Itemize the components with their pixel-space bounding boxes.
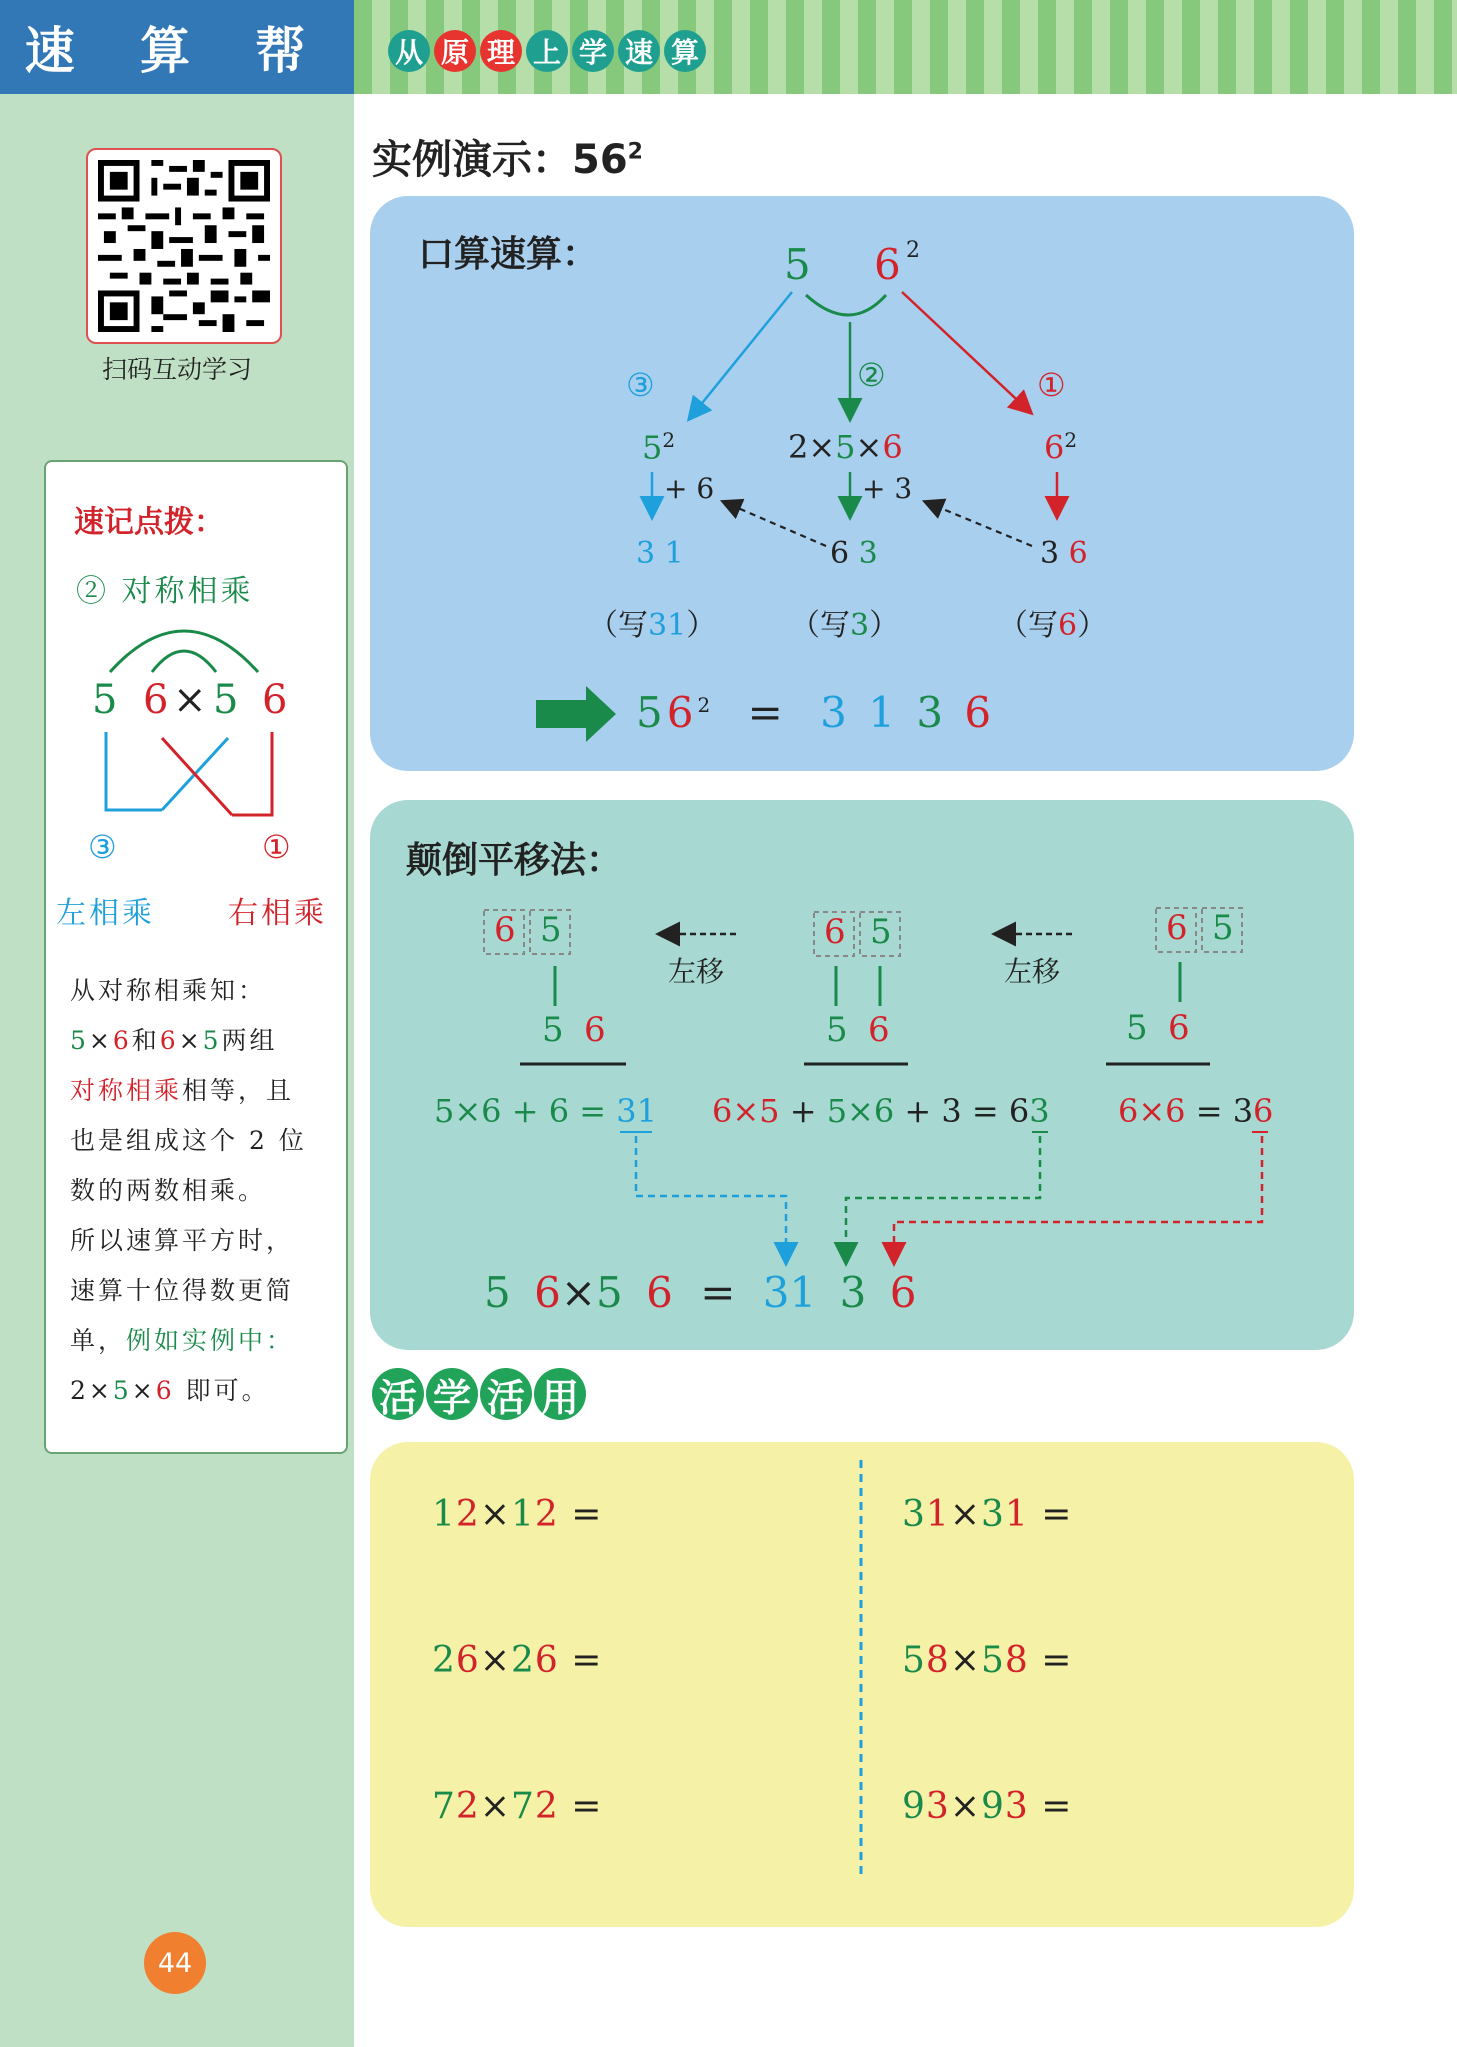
write-text: （写 [790,608,850,643]
slogan-char: 上 [526,30,568,72]
box-digit: 6 [824,912,846,952]
practice-digit: 6 [534,1640,559,1681]
final-digit: 3 [839,1268,867,1317]
write-text: ） [1077,608,1108,643]
practice-digit: 2 [534,1786,559,1827]
step-two-marker: ② [857,356,886,394]
eq-result: 31 [616,1092,657,1130]
eq-text: 5×6 [826,1092,895,1130]
eq-text: 6×5 [712,1092,780,1130]
expl-text: 也是组成这个 2 位 [70,1126,307,1155]
expl-text: 相等，且 [182,1076,295,1105]
expl-text: 2× [70,1376,113,1405]
practice-item[interactable] [902,1494,1072,1535]
practice-digit: 1 [432,1494,456,1535]
expl-text: 和 [131,1026,160,1055]
write-text: （写 [588,608,648,643]
slogan-char: 速 [618,30,660,72]
number-digit: 5 [1126,1008,1148,1048]
step-one-marker: ① [1037,366,1066,404]
practice-times: × [949,1640,981,1681]
expl-digit: 6 [155,1376,175,1405]
practice-equals: = [1041,1640,1073,1681]
expl-text: 所以速算平方时， [70,1226,295,1255]
expr-text: × [855,428,883,466]
practice-digit: 9 [902,1786,926,1827]
practice-digit: 2 [455,1494,480,1535]
practice-digit: 6 [455,1640,480,1681]
badge-char: 活 [372,1368,424,1420]
write-digit: 31 [648,608,687,643]
practice-equals: = [571,1786,603,1827]
shift-final-equation [484,1268,916,1317]
eq-text: 5×6 + 6 = [434,1092,607,1130]
practice-digit: 7 [510,1786,535,1827]
oral-top-digit: 5 [784,240,811,289]
final-digit: 31 [762,1268,817,1317]
final-digit: 6 [646,1268,673,1317]
right-multiply-label: 右相乘 [228,896,327,931]
write-digit: 6 [1058,608,1078,643]
step-one-marker: ① [262,828,291,866]
expr-digit: 5 [835,428,856,466]
diagram-digit: 5 [213,677,239,723]
slogan-char: 从 [388,30,430,72]
write-text: ） [869,608,900,643]
practice-digit: 3 [925,1786,950,1827]
practice-item[interactable] [432,1640,602,1681]
practice-times: × [479,1640,511,1681]
diagram-digit: 6 [262,677,288,723]
shift-equation-2 [712,1092,1050,1130]
number-digit: 5 [826,1010,848,1050]
practice-item[interactable] [432,1786,602,1827]
eq-text: + 3 = 6 [894,1092,1030,1130]
badge-char: 用 [534,1368,586,1420]
badge-char: 活 [480,1368,532,1420]
expl-highlight: 例如实例中： [126,1326,295,1355]
shift-title: 颠倒平移法： [406,839,623,881]
number-digit: 6 [1168,1008,1190,1048]
practice-times: × [479,1786,511,1827]
practice-digit: 2 [534,1494,559,1535]
scan-label: 扫码互动学习 [101,355,252,384]
final-digit: 6 [889,1268,917,1317]
diagram-digit: 6 [143,677,169,723]
connector-blue [636,1136,786,1262]
number-digit: 5 [542,1010,564,1050]
practice-digit: 3 [980,1494,1005,1535]
practice-digit: 3 [1004,1786,1029,1827]
expr-digit: 6 [882,428,903,466]
expl-digit: 5 [112,1376,132,1405]
box-digit: 5 [540,910,562,950]
box-digit: 5 [870,912,892,952]
expl-digit: 6 [159,1026,179,1055]
expl-highlight: 对称相乘 [70,1076,183,1105]
expr-digit: 6 [1044,428,1065,467]
practice-digit: 9 [980,1786,1005,1827]
practice-digit: 2 [455,1786,480,1827]
expr-digit: 5 [642,428,663,467]
final-exponent: 2 [697,693,715,717]
practice-times: × [949,1786,981,1827]
final-digit: 5 [636,688,667,737]
badge-char: 学 [426,1368,478,1420]
expl-text: 数的两数相乘。 [70,1176,267,1205]
number-digit: 6 [584,1010,606,1050]
expl-text: × [131,1376,156,1405]
write-text: ） [686,608,717,643]
result-digit: 6 [1068,536,1088,571]
practice-digit: 2 [432,1640,456,1681]
number-digit: 6 [868,1010,890,1050]
oral-top-digit: 6 [874,240,901,289]
brand-title: 速 算 帮 [0,0,354,94]
plus-six-label: + 6 [664,472,715,505]
final-digit: 5 [484,1268,511,1317]
practice-digit: 2 [510,1640,535,1681]
eq-result: 6 [1253,1092,1274,1130]
eq-result: 3 [1029,1092,1050,1130]
slogan-char: 学 [572,30,614,72]
shift-label: 左移 [668,955,725,988]
result-digit: 3 [858,536,878,571]
practice-digit: 1 [1004,1494,1029,1535]
final-digit: 3 [820,688,851,737]
example-title-text: 实例演示：56 [372,137,628,183]
result-digit: 6 [830,536,850,571]
practice-item[interactable] [432,1494,602,1535]
final-digit: 6 [666,688,698,737]
final-equals: = [747,688,787,737]
expr-exponent: 2 [662,428,676,452]
practice-digit: 3 [902,1494,926,1535]
practice-digit: 8 [925,1640,950,1681]
practice-digit: 5 [902,1640,926,1681]
left-multiply-label: 左相乘 [56,896,155,931]
oral-top-exponent: 2 [906,238,920,263]
practice-equals: = [571,1640,603,1681]
eq-text: 6×6 [1118,1092,1186,1130]
tip-title: 速记点拨： [74,505,224,540]
final-digit: 5 [596,1268,623,1317]
rule-label: ② 对称相乘 [76,574,254,609]
practice-digit: 8 [1004,1640,1029,1681]
practice-item[interactable] [902,1786,1072,1827]
expl-text: 即可。 [174,1376,270,1405]
practice-item[interactable] [902,1640,1072,1681]
slogan-char: 原 [434,30,476,72]
result-left: 3 1 [636,536,684,571]
page-number: 44 [144,1932,206,1994]
practice-equals: = [571,1494,603,1535]
expl-text: × [178,1026,203,1055]
practice-digit: 1 [510,1494,535,1535]
eq-text: + [779,1092,827,1130]
expl-text: × [88,1026,113,1055]
step-three-marker: ③ [626,366,655,404]
final-digit: 1 [868,688,899,737]
example-title-exponent: 2 [627,139,643,165]
connector-red [894,1136,1262,1262]
practice-times: × [949,1494,981,1535]
expl-digit: 5 [202,1026,222,1055]
box-digit: 6 [494,910,516,950]
diagram-digit: 5 [92,677,118,723]
final-times: × [560,1268,597,1317]
final-digit: 6 [964,688,996,737]
shift-label: 左移 [1004,955,1061,988]
shift-equation-3 [1118,1092,1273,1130]
step-three-marker: ③ [88,828,117,866]
oral-title: 口算速算： [418,233,599,275]
practice-equals: = [1041,1494,1073,1535]
box-digit: 5 [1212,908,1234,948]
diagram-times: × [173,677,207,723]
result-digit: 3 [1040,536,1060,571]
connector-green [846,1136,1040,1262]
write-text: （写 [998,608,1058,643]
expl-digit: 5 [70,1026,89,1055]
expl-text: 从对称相乘知： [70,976,267,1005]
practice-badge [372,1368,586,1420]
practice-digit: 7 [432,1786,456,1827]
plus-three-label: + 3 [862,472,913,505]
final-digit: 6 [534,1268,561,1317]
expr-text: 2× [788,428,836,466]
expl-text: 速算十位得数更简 [70,1276,295,1305]
expr-exponent: 2 [1064,428,1078,452]
write-digit: 3 [850,608,870,643]
eq-text: = 3 [1185,1092,1254,1130]
expl-text: 单， [70,1326,127,1355]
box-digit: 6 [1166,908,1188,948]
shift-equation-1 [434,1092,657,1130]
final-equals: = [700,1268,736,1317]
practice-digit: 5 [980,1640,1005,1681]
expl-text: 两组 [221,1026,278,1055]
expl-digit: 6 [112,1026,132,1055]
final-digit: 3 [916,688,948,737]
practice-times: × [479,1494,511,1535]
slogan-char: 理 [480,30,522,72]
practice-equals: = [1041,1786,1073,1827]
practice-digit: 1 [925,1494,950,1535]
slogan-char: 算 [664,30,706,72]
